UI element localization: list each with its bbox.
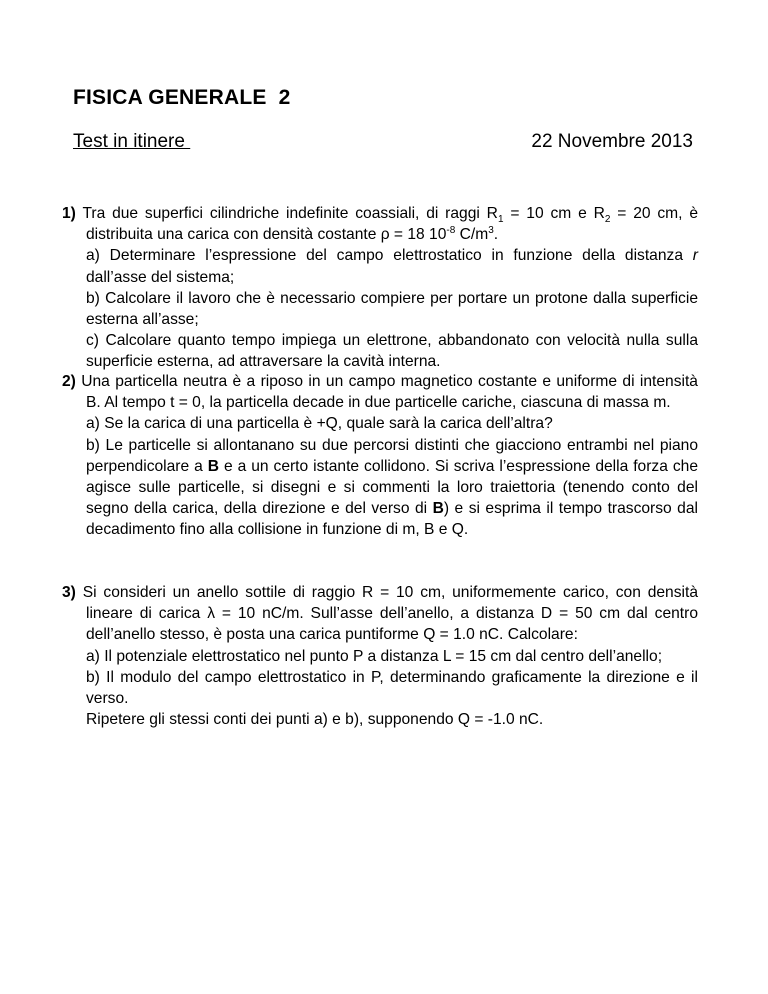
problem-2-number: 2) [62, 373, 76, 390]
problem-1-part-c: c) Calcolare quanto tempo impiega un elettrone, abbandonato con velocità nulla sulla superficie esterna, ad attraversare la cavità interna. [86, 332, 698, 371]
problem-3-number: 3) [62, 584, 76, 601]
problem-1-number: 1) [62, 205, 76, 222]
course-title: FISICA GENERALE 2 [73, 86, 291, 109]
problem-1-text-c: = 20 cm, è distribuita una carica con densità costante ρ = 18 10 [86, 205, 698, 244]
problem-2 [62, 371, 698, 541]
problem-2-part-b-end: ) e si esprima il tempo trascorso dal decadimento fino alla collisione in funzione di m, B e Q. [86, 500, 698, 539]
exam-date: 22 Novembre 2013 [531, 131, 693, 152]
problem-2-text: Una particella neutra è a riposo in un campo magnetico costante e uniforme di intensità B. Al tempo t = 0, la particella decade in due particelle cariche, ciascuna di massa m. [81, 373, 698, 412]
problem-2-part-a: a) Se la carica di una particella è +Q, quale sarà la carica dell’altra? [86, 415, 553, 433]
problem-3-repeat: Ripetere gli stessi conti dei punti a) e b), supponendo Q = -1.0 nC. [86, 711, 544, 729]
problem-1-text-e: . [493, 226, 499, 244]
density-exponent: -8 [446, 225, 456, 237]
problem-2-part-b-middle: e a un certo istante collidono. Si scriva l’espressione della forza che agisce sulle particelle, si disegni e si commenti la loro traiettoria (tenendo conto del segno della carica, della direzione e del verso di [86, 457, 698, 518]
problem-3-part-a: a) Il potenziale elettrostatico nel punto P a distanza L = 15 cm dal centro dell’anello; [86, 647, 663, 665]
field-symbol-b-2: B [432, 500, 444, 518]
problem-1-part-a-end: dall’asse del sistema; [86, 268, 235, 286]
problem-3-stem [62, 582, 698, 646]
problem-1-part-a-text: a) Determinare l’espressione del campo elettrostatico in funzione della distanza [86, 247, 693, 265]
problem-1-text-a: Tra due superfici cilindriche indefinite coassiali, di raggi R [82, 205, 498, 222]
problem-2-part-b-text: b) Le particelle si allontanano su due percorsi distinti che giacciono entrambi nel piano perpendicolare a [86, 436, 698, 475]
problem-1-part-a [62, 245, 698, 287]
problem-3-part-b: b) Il modulo del campo elettrostatico in P, determinando graficamente la direzione e il verso. [86, 668, 698, 708]
problem-3 [62, 582, 698, 730]
test-subtitle: Test in itinere [73, 131, 191, 152]
problem-1-stem [62, 203, 698, 245]
unit-exponent: 3 [488, 225, 494, 237]
problem-3-text: Si consideri un anello sottile di raggio R = 10 cm, uniformemente carico, con densità lineare di carica λ = 10 nC/m. Sull’asse dell’anello, a distanza D = 50 cm dal centro dell’anello stesso, è posta una carica puntiforme Q = 1.0 nC. Calcolare: [82, 584, 698, 644]
problem-1 [62, 203, 698, 373]
problem-1-text-b: = 10 cm e R [503, 205, 605, 222]
variable-r: r [692, 247, 698, 265]
problem-1-text-d: C/m [455, 226, 489, 244]
problem-1-part-b: b) Calcolare il lavoro che è necessario compiere per portare un protone dalla superficie esterna all’asse; [86, 289, 698, 329]
problem-2-part-b [62, 435, 698, 541]
r2-subscript: 2 [604, 214, 611, 226]
problem-2-stem [62, 371, 698, 413]
field-symbol-b: B [207, 457, 220, 475]
r1-subscript: 1 [497, 214, 504, 226]
